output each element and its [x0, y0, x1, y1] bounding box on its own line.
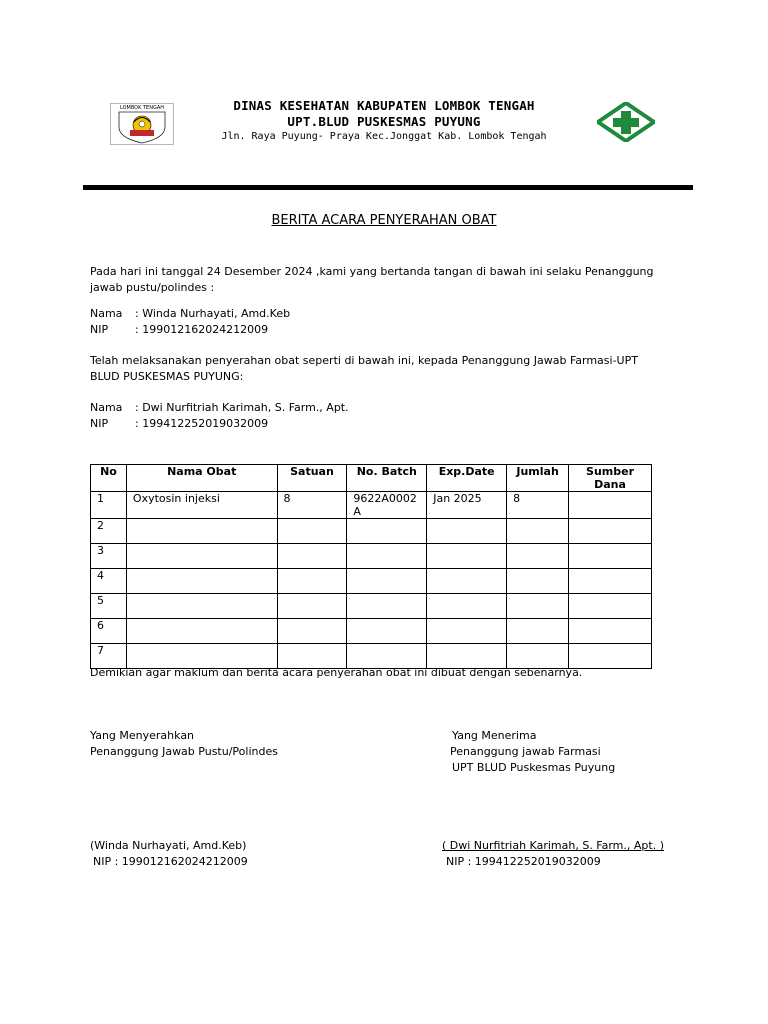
cell-exp-date	[427, 519, 507, 544]
middle-line-1: Telah melaksanakan penyerahan obat seperti di bawah ini, kepada Penanggung Jawab Farmasi-UPT	[90, 354, 638, 367]
cell-jumlah: 8	[507, 492, 569, 519]
table-header-row	[91, 465, 652, 492]
col-header-no: No	[91, 465, 127, 492]
sign-left-nip: NIP : 199012162024212009	[93, 855, 248, 868]
middle-line-2: BLUD PUSKESMAS PUYUNG:	[90, 370, 244, 383]
col-header-sumber-dana: Sumber Dana	[569, 465, 652, 492]
col-header-exp-date: Exp.Date	[427, 465, 507, 492]
cell-no: 7	[91, 644, 127, 669]
cell-no-batch	[347, 619, 427, 644]
intro-line-1: Pada hari ini tanggal 24 Desember 2024 ,kami yang bertanda tangan di bawah ini selaku Penanggung	[90, 265, 654, 278]
cell-exp-date: Jan 2025	[427, 492, 507, 519]
cell-satuan	[277, 594, 347, 619]
cell-jumlah	[507, 594, 569, 619]
sign-left-role1: Yang Menyerahkan	[90, 729, 195, 742]
cell-no: 3	[91, 544, 127, 569]
sign-right-role2: Penanggung jawab Farmasi	[450, 745, 601, 758]
cell-jumlah	[507, 544, 569, 569]
party1-nama-label: Nama	[90, 307, 123, 320]
party1-nip-value: : 199012162024212009	[135, 323, 269, 336]
col-header-jumlah: Jumlah	[507, 465, 569, 492]
document-title: BERITA ACARA PENYERAHAN OBAT	[271, 213, 497, 228]
cell-no: 4	[91, 569, 127, 594]
cell-exp-date	[427, 544, 507, 569]
header-address: Jln. Raya Puyung- Praya Kec.Jonggat Kab. Lombok Tengah	[221, 131, 547, 142]
cell-nama-obat	[126, 594, 277, 619]
intro-line-2: jawab pustu/polindes :	[90, 281, 215, 294]
closing-statement: Demikian agar maklum dan berita acara penyerahan obat ini dibuat dengan sebenarnya.	[90, 666, 583, 679]
cell-sumber-dana	[569, 619, 652, 644]
cell-satuan: 8	[277, 492, 347, 519]
cell-no: 6	[91, 619, 127, 644]
col-header-no-batch: No. Batch	[347, 465, 427, 492]
cell-sumber-dana	[569, 519, 652, 544]
cell-sumber-dana	[569, 544, 652, 569]
col-header-satuan: Satuan	[277, 465, 347, 492]
cell-jumlah	[507, 519, 569, 544]
table-row	[91, 619, 652, 644]
logo-left-caption: LOMBOK TENGAH	[119, 105, 165, 111]
party2-nip-label: NIP	[90, 417, 109, 430]
header-agency: DINAS KESEHATAN KABUPATEN LOMBOK TENGAH	[233, 98, 535, 113]
sign-right-role1: Yang Menerima	[452, 729, 537, 742]
cell-exp-date	[427, 619, 507, 644]
cell-exp-date	[427, 594, 507, 619]
cell-satuan	[277, 569, 347, 594]
cell-satuan	[277, 544, 347, 569]
party2-nip-value: : 199412252019032009	[135, 417, 269, 430]
party2-nama-label: Nama	[90, 401, 123, 414]
col-header-nama-obat: Nama Obat	[126, 465, 277, 492]
cell-nama-obat: Oxytosin injeksi	[126, 492, 277, 519]
table-row	[91, 544, 652, 569]
party1-nama-value: : Winda Nurhayati, Amd.Keb	[135, 307, 291, 320]
sign-right-nip: NIP : 199412252019032009	[446, 855, 601, 868]
cell-no: 1	[91, 492, 127, 519]
cell-no-batch	[347, 569, 427, 594]
cell-no: 2	[91, 519, 127, 544]
cell-exp-date	[427, 569, 507, 594]
sign-right-name: ( Dwi Nurfitriah Karimah, S. Farm., Apt. )	[442, 839, 664, 852]
cell-satuan	[277, 519, 347, 544]
cell-no: 5	[91, 594, 127, 619]
medicine-table	[90, 464, 652, 669]
cell-nama-obat	[126, 619, 277, 644]
cell-no-batch	[347, 544, 427, 569]
table-row	[91, 492, 652, 519]
cell-sumber-dana	[569, 492, 652, 519]
cell-nama-obat	[126, 544, 277, 569]
sign-left-name: (Winda Nurhayati, Amd.Keb)	[90, 839, 247, 852]
cell-jumlah	[507, 619, 569, 644]
party2-nama-value: : Dwi Nurfitriah Karimah, S. Farm., Apt.	[135, 401, 349, 414]
cell-jumlah	[507, 569, 569, 594]
table-row	[91, 569, 652, 594]
sign-right-role3: UPT BLUD Puskesmas Puyung	[452, 761, 616, 774]
header-institution: UPT.BLUD PUSKESMAS PUYUNG	[287, 114, 481, 129]
cell-satuan	[277, 619, 347, 644]
table-row	[91, 519, 652, 544]
cell-sumber-dana	[569, 569, 652, 594]
party1-nip-label: NIP	[90, 323, 109, 336]
cell-no-batch	[347, 594, 427, 619]
table-row	[91, 594, 652, 619]
cell-no-batch	[347, 519, 427, 544]
cell-nama-obat	[126, 519, 277, 544]
cell-nama-obat	[126, 569, 277, 594]
cell-no-batch: 9622A0002 A	[347, 492, 427, 519]
sign-left-role2: Penanggung Jawab Pustu/Polindes	[90, 745, 278, 758]
header-rule	[83, 185, 693, 190]
cell-sumber-dana	[569, 594, 652, 619]
